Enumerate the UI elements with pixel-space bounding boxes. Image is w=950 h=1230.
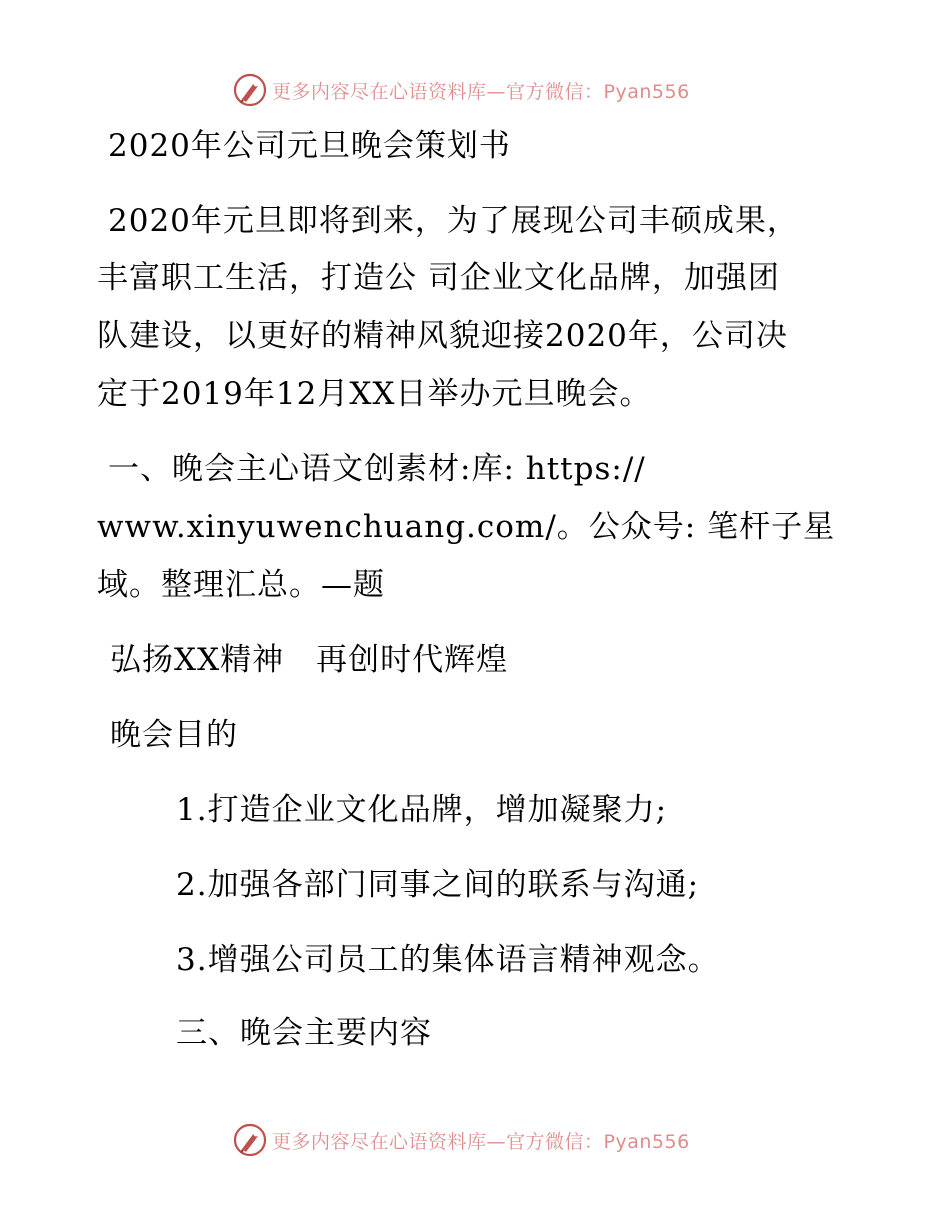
section1-line-2: www.xinyuwenchuang.com/。公众号: 笔杆子星: [97, 509, 836, 545]
intro-line-3: 队建设，以更好的精神风貌迎接2020年，公司决: [97, 318, 788, 354]
pen-logo-icon: [232, 1122, 268, 1158]
section3-heading: 三、晚会主要内容: [176, 1015, 432, 1051]
pen-logo-icon: [232, 72, 268, 108]
intro-line-1: 2020年元旦即将到来，为了展现公司丰硕成果，: [108, 203, 799, 239]
purpose-heading: 晚会目的: [110, 717, 238, 753]
intro-line-4: 定于2019年12月XX日举办元旦晚会。: [97, 376, 652, 412]
watermark-text: 更多内容尽在心语资料库—官方微信：Pyan556: [272, 1130, 690, 1153]
purpose-item-2: 2.加强各部门同事之间的联系与沟通;: [176, 867, 700, 903]
document-title: 2020年公司元旦晚会策划书: [108, 128, 511, 164]
section1-line-3: 域。整理汇总。—题: [97, 567, 385, 603]
purpose-item-1: 1.打造企业文化品牌，增加凝聚力;: [176, 792, 668, 828]
section1-line-1: 一、晚会主心语文创素材:库: https://: [108, 451, 646, 487]
purpose-item-3: 3.增强公司员工的集体语言精神观念。: [176, 942, 720, 978]
watermark-text: 更多内容尽在心语资料库—官方微信：Pyan556: [272, 80, 690, 103]
watermark-banner-top: [232, 70, 712, 110]
watermark-banner-bottom: [232, 1120, 712, 1160]
intro-line-2: 丰富职工生活，打造公 司企业文化品牌，加强团: [97, 260, 780, 296]
theme-line: 弘扬XX精神 再创时代辉煌: [110, 642, 509, 678]
